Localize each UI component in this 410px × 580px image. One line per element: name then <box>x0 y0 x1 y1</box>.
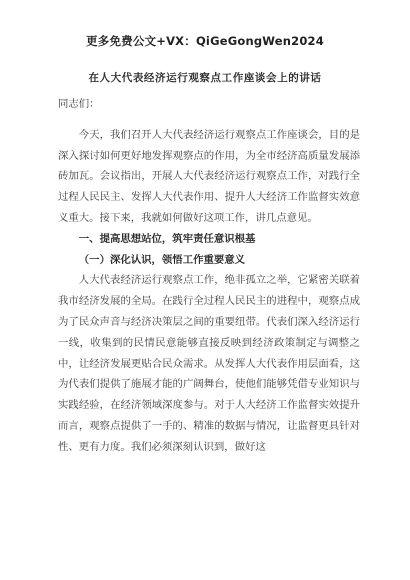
document-title: 在人大代表经济运行观察点工作座谈会上的讲话 <box>88 72 322 84</box>
section-1-paragraph-1: 人大代表经济运行观察点工作，绝非孤立之举，它紧密关联着我市经济发展的全局。在践行全过程人民民主的进程中，观察点成为了民众声音与经济决策层之间的重要纽带。代表们深入经济运行一线，收集到的民情民意能够直接反映到经济政策制定与调整之中，让经济发展更贴合民众需求。从发挥人大代表作用层面看，这为代表们提供了施展才能的广阔舞台，使他们能够凭借专业知识与实践经验，在经济领域深度参与。对于人大经济工作监督实效提升而言，观察点提供了一手的、精准的数据与情况，让监督更具针对性、更有力度。我们必须深刻认识到，做好这 <box>58 274 360 453</box>
subsection-heading-1-1: （一）深化认识，领悟工作重要意义 <box>78 253 246 266</box>
section-heading-1: 一、提高思想站位，筑牢责任意识根基 <box>78 232 256 245</box>
document-body <box>58 94 360 458</box>
intro-paragraph: 今天，我们召开人大代表经济运行观察点工作座谈会，目的是深入探讨如何更好地发挥观察点的作用，为全市经济高质量发展添砖加瓦。会议指出，开展人大代表经济运行观察点工作，对践行全过程人民民主、发挥人大代表作用、提升人大经济工作监督实效意义重大。接下来，我就如何做好这项工作，讲几点意见。 <box>58 128 360 224</box>
watermark-header: 更多免费公文+VX：QiGeGongWen2024 <box>86 34 324 48</box>
greeting: 同志们： <box>58 98 100 110</box>
